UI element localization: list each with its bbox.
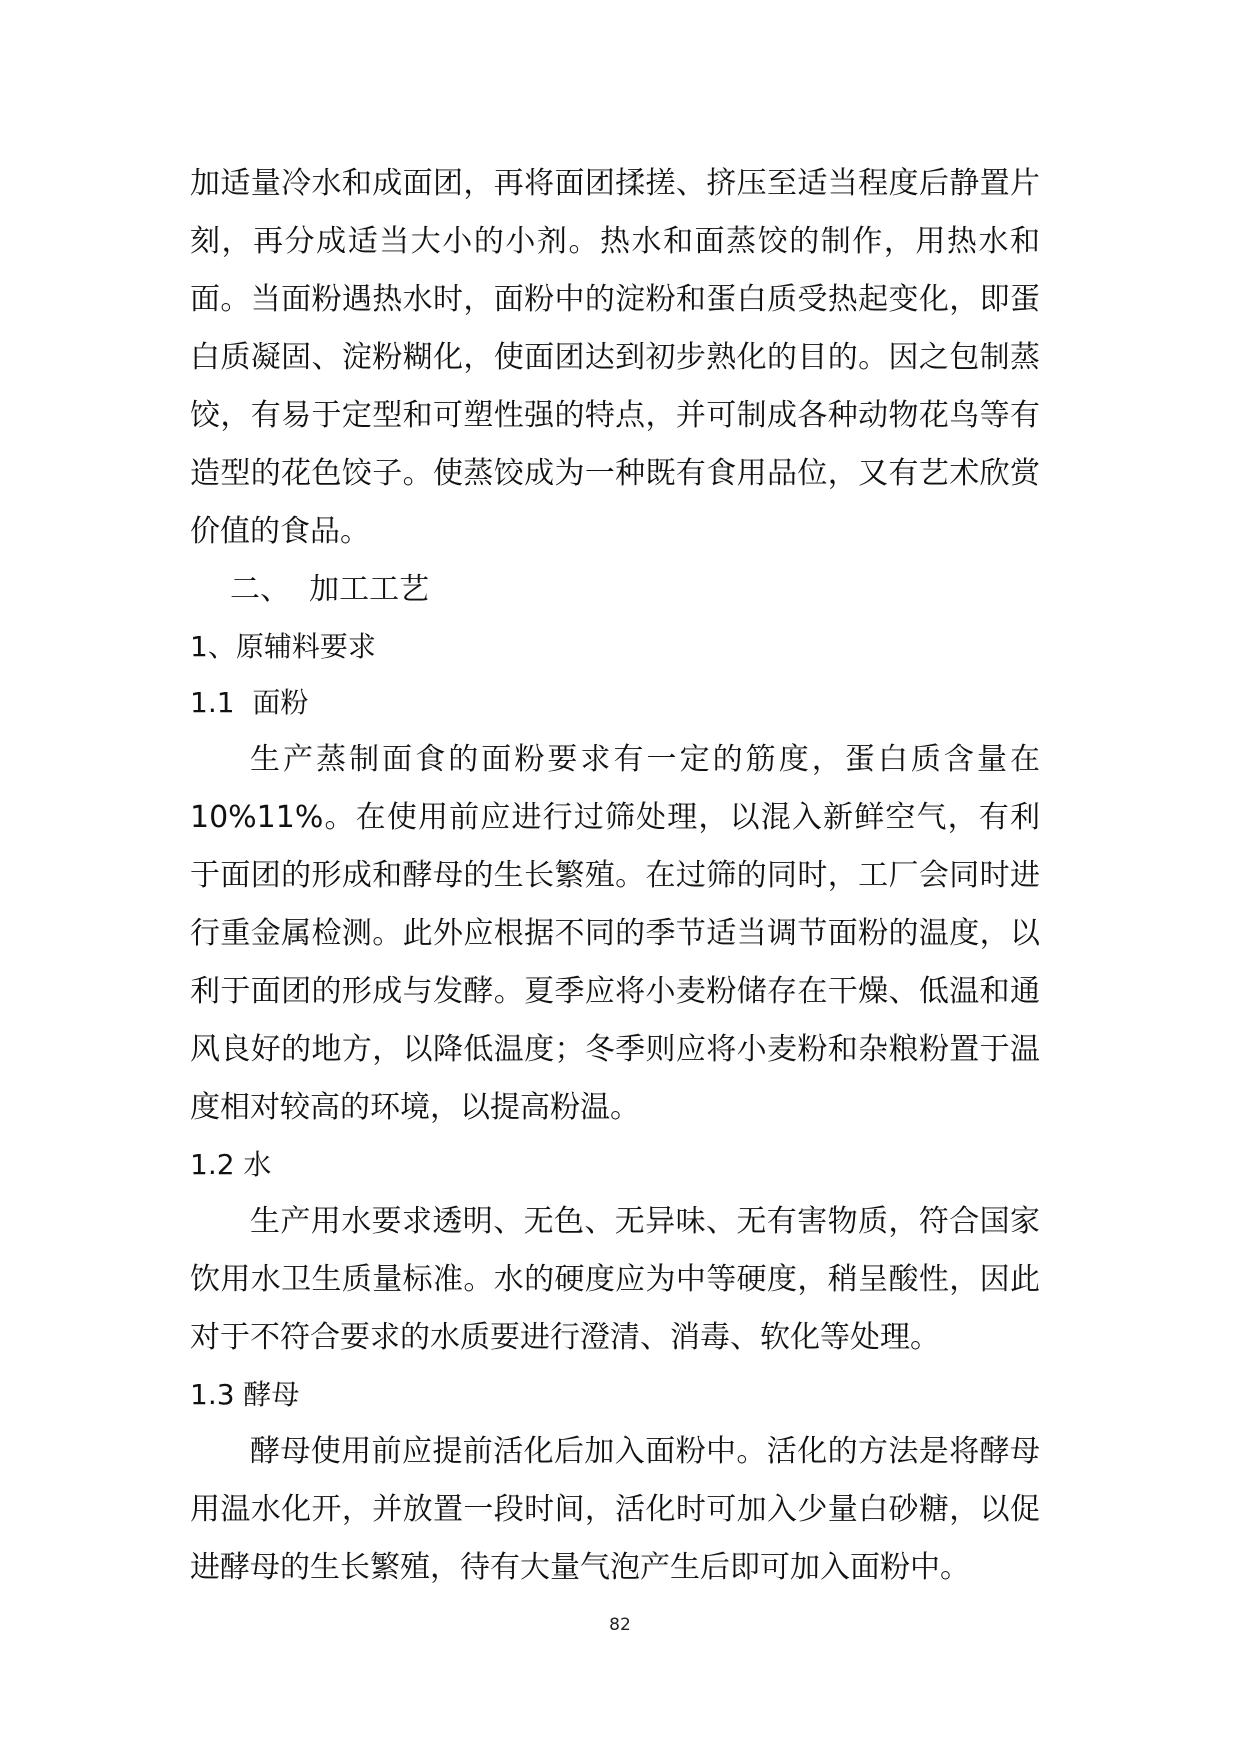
flour-paragraph: 生产蒸制面食的面粉要求有一定的筋度，蛋白质含量在 10%11%。在使用前应进行过筛处理，以混入新鲜空气，有利于面团的形成和酵母的生长繁殖。在过筛的同时，工厂会同时进行重金属检测。此外应根据不同的季节适当调节面粉的温度，以利于面团的形成与发酵。夏季应将小麦粉储存在干燥、低温和通风良好的地方，以降低温度；冬季则应将小麦粉和杂粮粉置于温度相对较高的环境，以提高粉温。 (190, 742, 1040, 1125)
water-heading: 1.2 水 (190, 1148, 272, 1181)
subsection-heading: 1、原辅料要求 (190, 630, 376, 663)
flour-heading: 1.1 面粉 (190, 686, 309, 719)
section-heading: 二、 加工工艺 (230, 572, 430, 607)
document-body (190, 155, 1040, 1597)
page-number: 82 (609, 1615, 631, 1635)
intro-paragraph: 加适量冷水和成面团，再将面团揉搓、挤压至适当程度后静置片刻，再分成适当大小的小剂。热水和面蒸饺的制作，用热水和面。当面粉遇热水时，面粉中的淀粉和蛋白质受热起变化，即蛋白质凝固、淀粉糊化，使面团达到初步熟化的目的。因之包制蒸饺，有易于定型和可塑性强的特点，并可制成各种动物花鸟等有造型的花色饺子。使蒸饺成为一种既有食用品位，又有艺术欣赏价值的食品。 (190, 166, 1040, 549)
yeast-paragraph: 酵母使用前应提前活化后加入面粉中。活化的方法是将酵母用温水化开，并放置一段时间，活化时可加入少量白砂糖，以促进酵母的生长繁殖，待有大量气泡产生后即可加入面粉中。 (190, 1434, 1040, 1585)
yeast-heading: 1.3 酵母 (190, 1378, 300, 1411)
water-paragraph: 生产用水要求透明、无色、无异味、无有害物质，符合国家饮用水卫生质量标准。水的硬度应为中等硬度，稍呈酸性，因此对于不符合要求的水质要进行澄清、消毒、软化等处理。 (190, 1204, 1040, 1355)
